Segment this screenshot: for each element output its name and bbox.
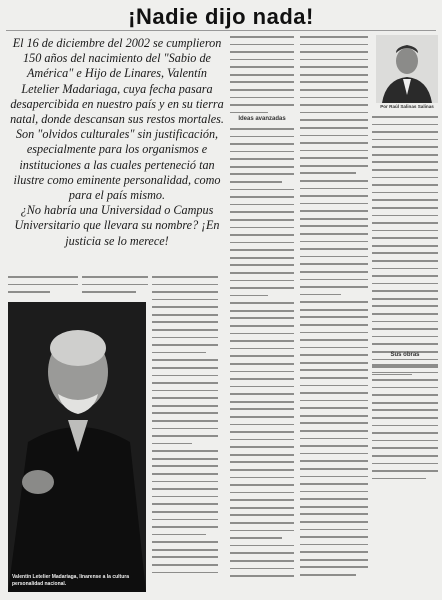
- portrait-photo: [8, 302, 146, 592]
- lead-paragraph-1: El 16 de diciembre del 2002 se cumplieron 150 años del nacimiento del "Sabio de América" e Hijo de Linares, Valentín Letelier Madariaga, cuya fecha pasara desapercibida en nuestro país y en su tierra natal, donde descansan sus restos mortales.: [10, 36, 224, 127]
- author-caption: Por Raúl Salinas Salinas: [380, 104, 434, 109]
- body-column-4b: [230, 128, 294, 583]
- subhead-sus-obras: Sus obras: [390, 352, 420, 358]
- author-photo: [376, 35, 438, 103]
- lead-paragraph-3: ¿No habría una Universidad o Campus Universitario que llevara su nombre? ¡En justicia se lo merece!: [14, 203, 220, 248]
- body-column-4: [230, 36, 294, 119]
- headline-rule: [6, 30, 436, 31]
- portrait-illustration: [8, 302, 146, 592]
- body-column-3: [152, 276, 218, 579]
- portrait-caption: Valentín Letelier Madariaga, linarense a la cultura personalidad nacional.: [12, 574, 129, 587]
- subhead-ideas-avanzadas: Ideas avanzadas: [238, 116, 286, 122]
- lead-text: [8, 36, 226, 249]
- author-illustration: [376, 35, 438, 103]
- body-column-6b: [372, 364, 438, 485]
- lead-paragraph-2: Son "olvidos culturales" sin justificación, especialmente para los organismos e instituciones a las cuales perteneció tan ilustre como eminente personalidad, como para el país mismo.: [13, 127, 221, 203]
- body-column-2: [82, 276, 148, 299]
- headline: ¡Nadie dijo nada!: [128, 4, 314, 29]
- body-column-1: [8, 276, 78, 299]
- body-column-5: [300, 36, 368, 582]
- body-column-6: [372, 116, 438, 381]
